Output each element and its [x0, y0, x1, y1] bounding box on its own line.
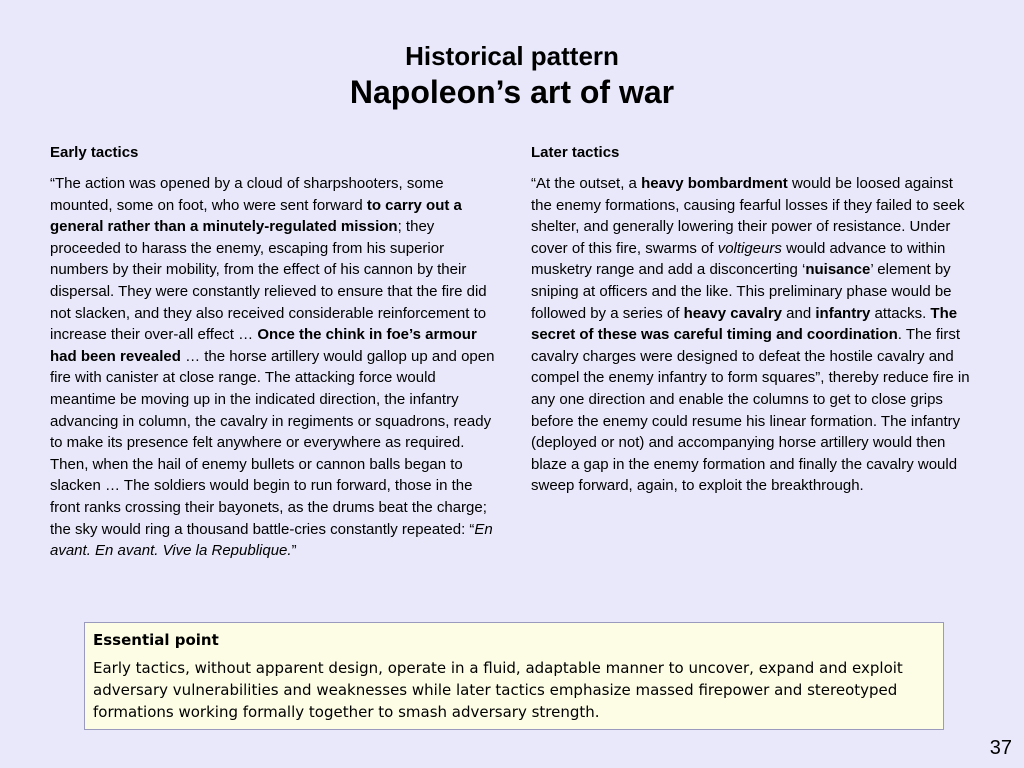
italic-segment: voltigeurs [717, 239, 782, 257]
essential-point-heading: Essential point [93, 631, 219, 649]
early-tactics-text [50, 173, 502, 562]
later-tactics-column [531, 142, 971, 497]
text-segment: would advance to within musketry range and add a disconcerting ‘ [531, 239, 946, 279]
text-segment: would be loosed against the enemy formations, causing fearful losses if they failed to seek shelter, and generally lowering their power of resistance. Under cover of this fire, swarms of [531, 175, 965, 257]
essential-point-text: Early tactics, without apparent design, operate in a fluid, adaptable manner to uncover, expand and exploit adversary vulnerabilities and weaknesses while later tactics emphasize massed firepower and stereotyped formations working formally together to smash adversary strength. [93, 659, 903, 721]
bold-segment: to carry out a general rather than a minutely-regulated mission [50, 196, 462, 236]
italic-segment: En avant. En avant. Vive la Republique. [50, 520, 493, 560]
text-segment: . The first cavalry charges were designed to defeat the hostile cavalry and compel the enemy infantry to form squares”, thereby reduce fire in any one direction and enable the columns to get to close grips before the enemy could resume his linear formation. The infantry (deployed or not) and accompanying horse artillery would then blaze a gap in the enemy formation and finally the cavalry would sweep forward, again, to exploit the breakthrough. [531, 326, 970, 495]
bold-segment: heavy cavalry [683, 304, 782, 322]
title-line-1: Historical pattern [405, 41, 619, 71]
text-segment: attacks. [870, 304, 931, 322]
text-segment: and [782, 304, 816, 322]
bold-segment: Once the chink in foe’s armour had been revealed [50, 326, 477, 365]
early-tactics-column [50, 142, 502, 562]
essential-point-box [84, 622, 944, 730]
early-tactics-heading: Early tactics [50, 144, 139, 161]
text-segment: “At the outset, a [531, 175, 642, 192]
title-line-2: Napoleon’s art of war [349, 74, 675, 110]
text-segment: ” [291, 542, 297, 560]
page-number: 37 [989, 737, 1012, 759]
text-segment: … the horse artillery would gallop up and open fire with canister at close range. The attacking force would meantime be moving up in the indicated direction, the infantry advancing in column, the cavalry in regiments or squadrons, ready to make its presence felt anywhere or everywhere as required. Then, when the hail of enemy bullets or cannon balls began to slacken … The soldiers would begin to run forward, those in the front ranks crossing their bayonets, as the drums beat the charge; the sky would ring a thousand battle-cries constantly repeated: “ [50, 347, 495, 538]
text-segment: ; they proceeded to harass the enemy, escaping from his superior numbers by their mobility, from the effect of his cannon by their dispersal. They were constantly relieved to ensure that the fire did not slacken, and they also received considerable reinforcement to increase their over-all effect … [50, 218, 487, 344]
bold-segment: heavy bombardment [641, 175, 788, 192]
text-segment: ’ element by sniping at officers and the like. This preliminary phase would be followed by a series of [531, 261, 952, 322]
bold-segment: The secret of these was careful timing and coordination [531, 304, 958, 344]
slide-title [0, 40, 1024, 112]
later-tactics-heading: Later tactics [531, 144, 620, 161]
later-tactics-text [531, 173, 971, 497]
text-segment: “The action was opened by a cloud of sharpshooters, some mounted, some on foot, who were sent forward [50, 175, 444, 214]
bold-segment: nuisance [805, 261, 871, 279]
bold-segment: infantry [815, 304, 871, 322]
